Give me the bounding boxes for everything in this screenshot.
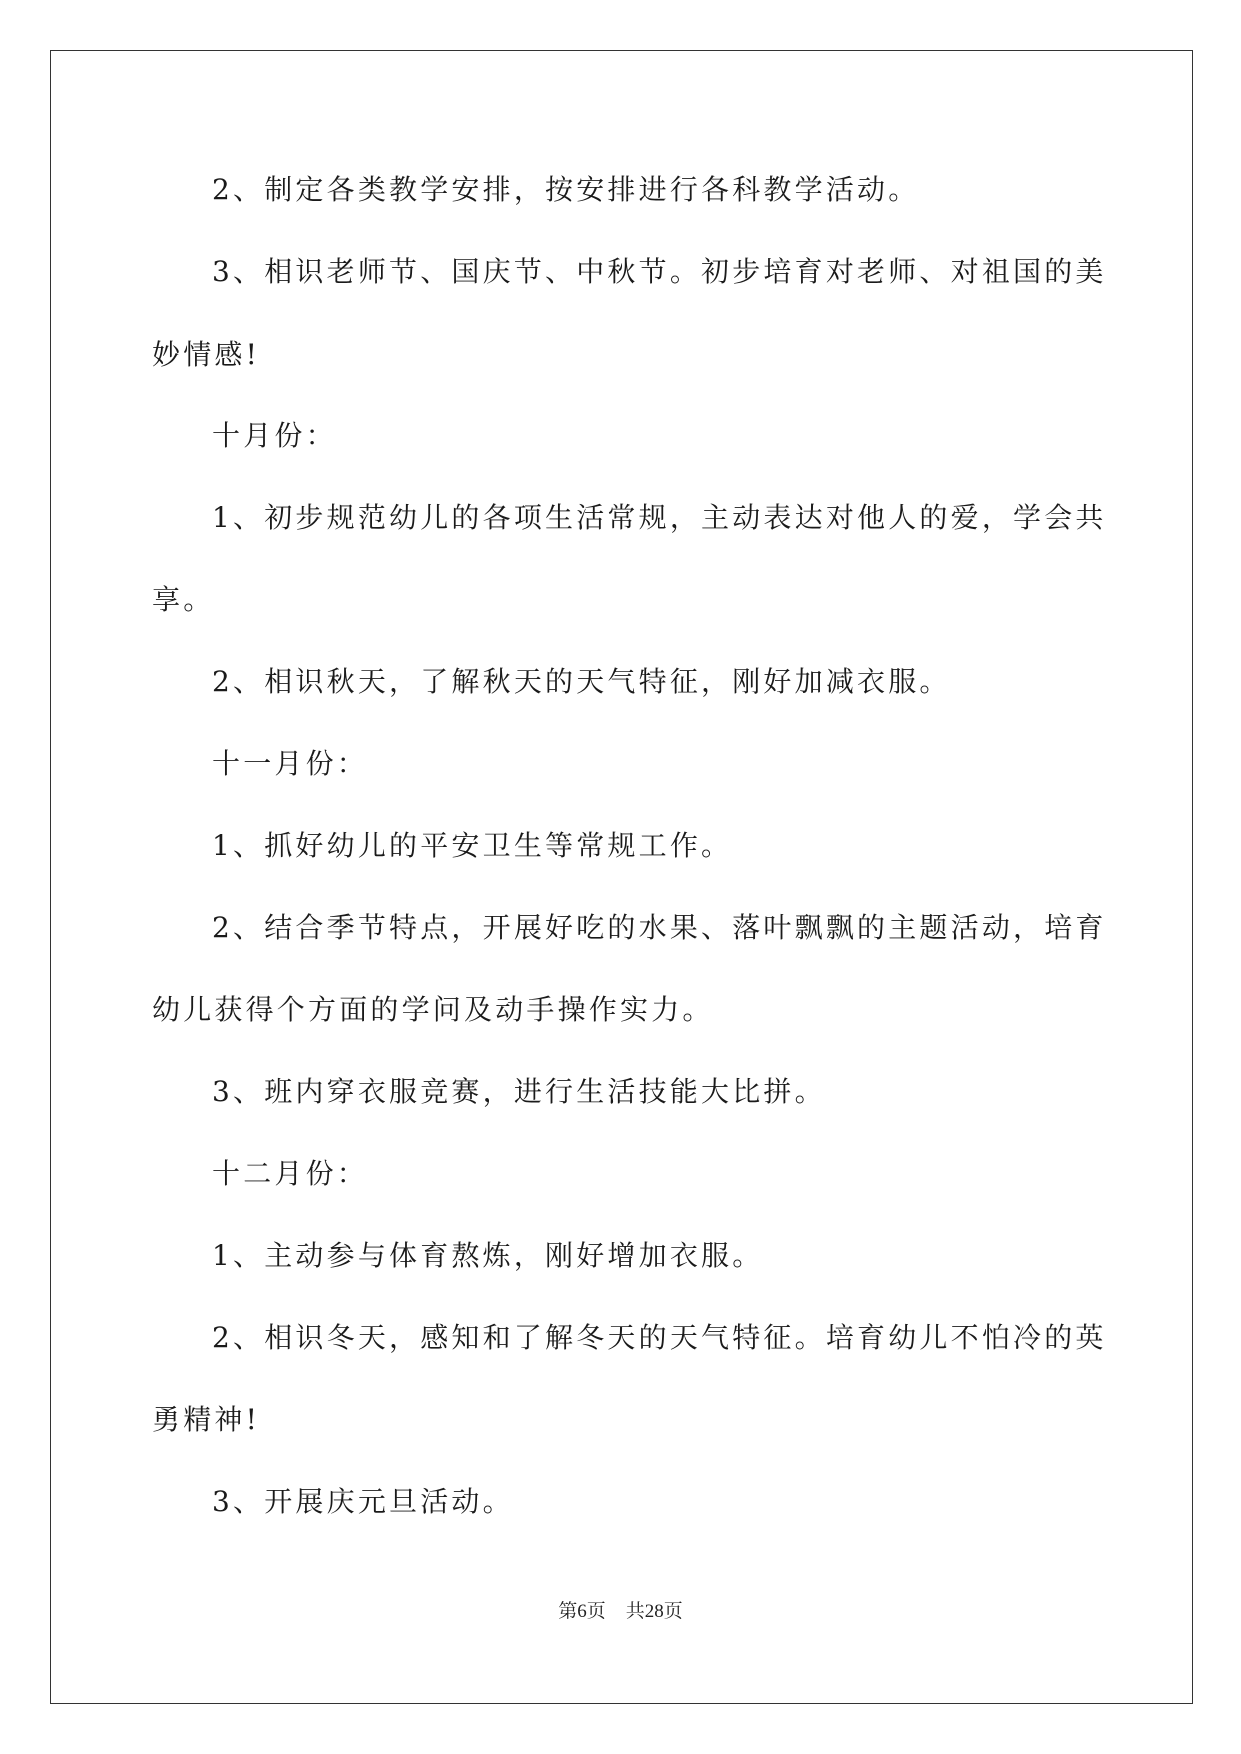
paragraph-line: 幼儿获得个方面的学问及动手操作实力。 — [152, 993, 714, 1026]
page-border — [50, 50, 1193, 1704]
paragraph-line: 2、制定各类教学安排，按安排进行各科教学活动。 — [212, 173, 920, 206]
paragraph-line: 3、班内穿衣服竞赛，进行生活技能大比拼。 — [212, 1075, 826, 1108]
paragraph-line: 3、开展庆元旦活动。 — [212, 1485, 514, 1518]
paragraph-line: 2、结合季节特点，开展好吃的水果、落叶飘飘的主题活动，培育 — [212, 911, 1107, 944]
paragraph-line: 3、相识老师节、国庆节、中秋节。初步培育对老师、对祖国的美 — [212, 255, 1107, 288]
page-footer — [0, 1600, 1241, 1624]
section-heading: 十月份： — [212, 419, 337, 452]
paragraph-line: 1、主动参与体育熬炼，刚好增加衣服。 — [212, 1239, 764, 1272]
paragraph-line: 享。 — [152, 583, 215, 616]
paragraph-line: 2、相识秋天，了解秋天的天气特征，刚好加减衣服。 — [212, 665, 951, 698]
section-heading: 十二月份： — [212, 1157, 369, 1190]
paragraph-line: 2、相识冬天，感知和了解冬天的天气特征。培育幼儿不怕冷的英 — [212, 1321, 1107, 1354]
paragraph-line: 1、初步规范幼儿的各项生活常规，主动表达对他人的爱，学会共 — [212, 501, 1107, 534]
page-total: 共28页 — [625, 1601, 683, 1622]
paragraph-line: 1、抓好幼儿的平安卫生等常规工作。 — [212, 829, 733, 862]
section-heading: 十一月份： — [212, 747, 369, 780]
paragraph-line: 勇精神! — [152, 1403, 261, 1436]
page-number: 第6页 — [558, 1601, 606, 1622]
paragraph-line: 妙情感! — [152, 338, 261, 371]
